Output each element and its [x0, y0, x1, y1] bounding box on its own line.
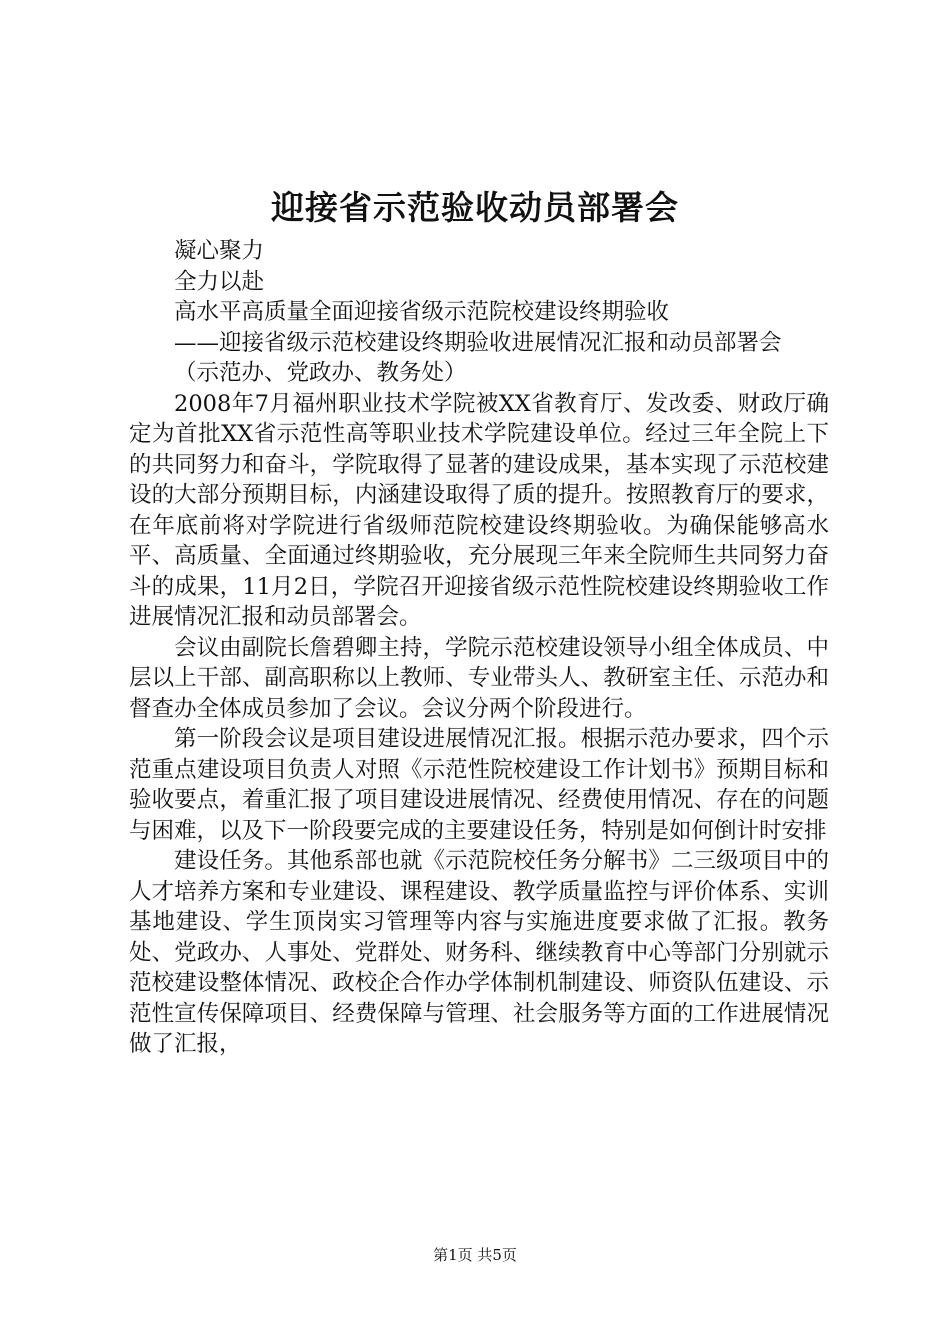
- heading-line-4: ——迎接省级示范校建设终期验收进展情况汇报和动员部署会: [174, 329, 782, 356]
- paragraph-3: 第一阶段会议是项目建设进展情况汇报。根据示范办要求，四个示范重点建设项目负责人对照《示范性院校建设工作计划书》预期目标和验收要点，着重汇报了项目建设进展情况、经费使用情况、存在的问题与困难，以及下一阶段要完成的主要建设任务，特别是如何倒计时安排: [129, 726, 829, 844]
- heading-line-3: 高水平高质量全面迎接省级示范院校建设终期验收: [174, 299, 670, 325]
- heading-line-2: 全力以赴: [174, 268, 265, 295]
- document-body: [129, 236, 829, 1060]
- heading-line-1: 凝心聚力: [174, 238, 265, 264]
- page-footer: 第1页 共5页: [433, 1246, 517, 1264]
- paragraph-4: 建设任务。其他系部也就《示范院校任务分解书》二三级项目中的人才培养方案和专业建设、课程建设、教学质量监控与评价体系、实训基地建设、学生顶岗实习管理等内容与实施进度要求做了汇报。教务处、党政办、人事处、党群处、财务科、继续教育中心等部门分别就示范校建设整体情况、政校企合作办学体制机制建设、师资队伍建设、示范性宣传保障项目、经费保障与管理、社会服务等方面的工作进展情况做了汇报，: [129, 848, 829, 1057]
- document-title: 迎接省示范验收动员部署会: [271, 188, 679, 227]
- heading-line-5: （示范办、党政办、教务处）: [174, 360, 467, 386]
- paragraph-1: 2008年7月福州职业技术学院被XX省教育厅、发改委、财政厅确定为首批XX省示范性高等职业技术学院建设单位。经过三年全院上下的共同努力和奋斗，学院取得了显著的建设成果，基本实现了示范校建设的大部分预期目标，内涵建设取得了质的提升。按照教育厅的要求，在年底前将对学院进行省级师范院校建设终期验收。为确保能够高水平、高质量、全面通过终期验收，充分展现三年来全院师生共同努力奋斗的成果，11月2日，学院召开迎接省级示范性院校建设终期验收工作进展情况汇报和动员部署会。: [129, 390, 829, 630]
- paragraph-2: 会议由副院长詹碧卿主持，学院示范校建设领导小组全体成员、中层以上干部、副高职称以上教师、专业带头人、教研室主任、示范办和督查办全体成员参加了会议。会议分两个阶段进行。: [129, 634, 829, 722]
